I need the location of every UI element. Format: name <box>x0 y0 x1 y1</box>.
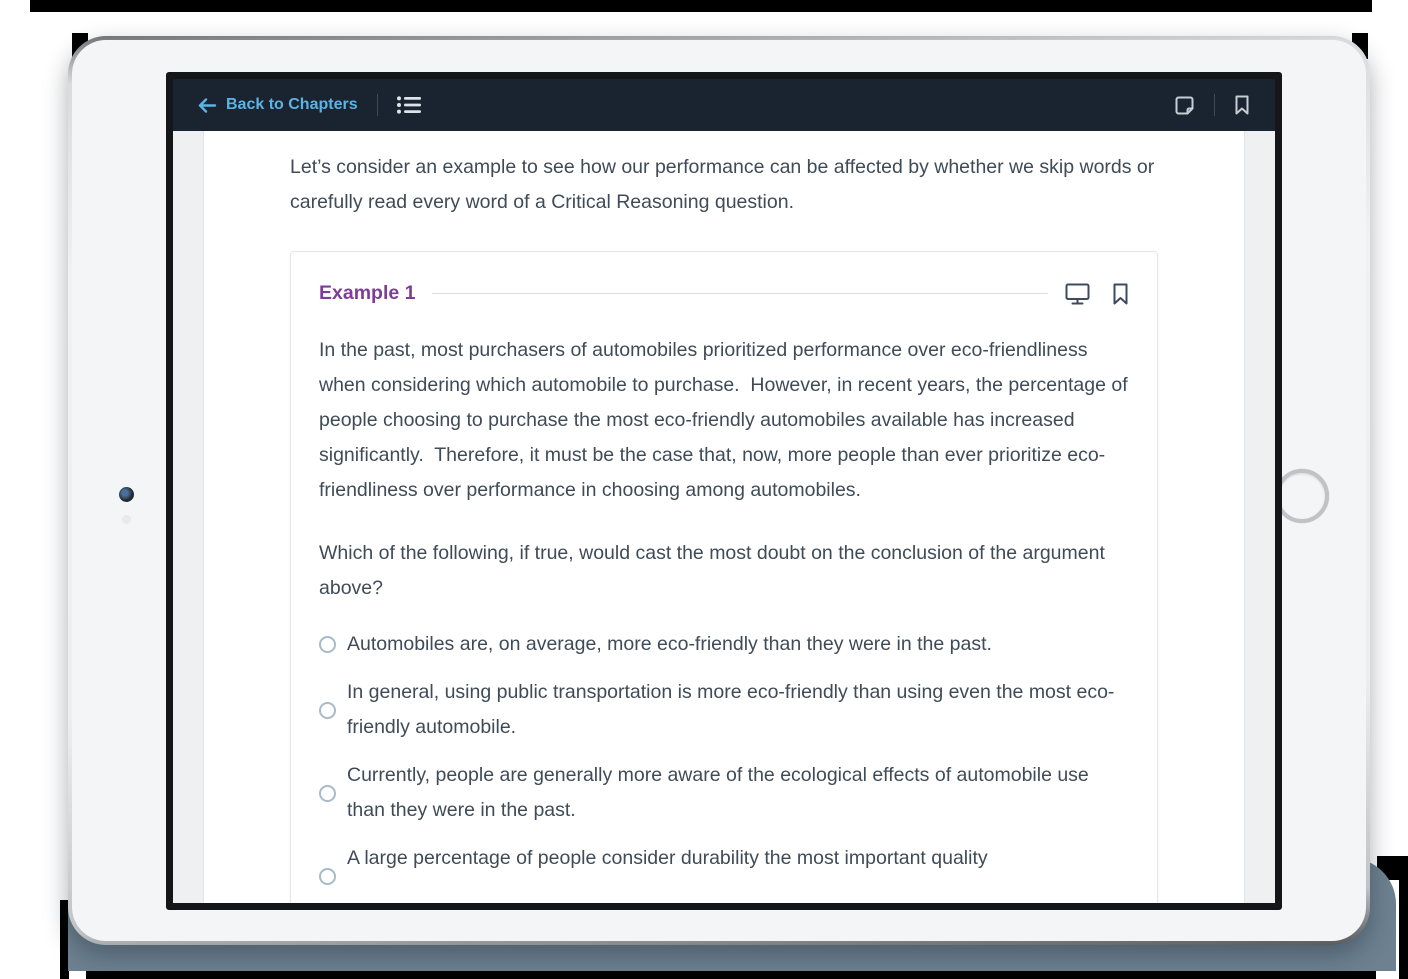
lesson-content-area <box>173 131 1275 910</box>
example-card-header <box>319 282 1129 305</box>
question-stem: Which of the following, if true, would cast the most doubt on the conclusion of the argument above? <box>319 542 1111 599</box>
answer-option-a[interactable] <box>319 627 1129 662</box>
example-title: Example 1 <box>319 282 416 304</box>
example-header-icons <box>1065 283 1129 305</box>
tablet-screen <box>166 72 1282 910</box>
light-sensor <box>122 515 131 524</box>
bookmark-icon[interactable] <box>1112 283 1129 305</box>
chapter-list-icon[interactable] <box>397 96 421 114</box>
option-radio[interactable] <box>319 785 336 802</box>
top-nav-bar <box>173 79 1275 131</box>
answer-option-d[interactable] <box>319 841 1129 910</box>
example-card <box>290 251 1158 910</box>
option-text: In general, using public transportation is more eco-friendly than using even the most eco-friendly automobile. <box>347 681 1115 738</box>
option-text: Automobiles are, on average, more eco-friendly than they were in the past. <box>347 633 992 655</box>
option-text: Currently, people are generally more aware of the ecological effects of automobile use than they were in the past. <box>347 764 1089 821</box>
option-text: A large percentage of people consider durability the most important quality <box>347 847 988 869</box>
nav-right-group <box>1174 94 1250 116</box>
example-passage: In the past, most purchasers of automobiles prioritized performance over eco-friendliness when considering which automobile to purchase. However, in recent years, the percentage of people choosing to purchase the most eco-friendly automobiles available has increased significantly. Therefore, it must be the case that, now, more people than ever prioritize eco-friendliness over performance in choosing among automobiles. <box>319 339 1134 501</box>
bookmark-icon[interactable] <box>1234 95 1250 115</box>
background-artifact <box>86 971 1376 979</box>
back-arrow-icon <box>198 98 217 113</box>
lesson-page <box>203 131 1245 910</box>
background-artifact <box>30 0 1372 12</box>
answer-option-b[interactable] <box>319 675 1129 745</box>
notes-icon[interactable] <box>1174 95 1195 116</box>
lesson-intro-text: Let’s consider an example to see how our performance can be affected by whether we skip words or carefully read every word of a Critical Reasoning question. <box>290 156 1155 213</box>
screen-icon[interactable] <box>1065 283 1090 305</box>
background-artifact <box>1399 856 1408 979</box>
option-radio[interactable] <box>319 702 336 719</box>
nav-divider <box>1214 94 1215 116</box>
answer-option-c[interactable] <box>319 758 1129 828</box>
front-camera <box>119 487 134 502</box>
home-button <box>1275 469 1329 523</box>
back-link-label: Back to Chapters <box>226 96 358 113</box>
option-radio[interactable] <box>319 868 336 885</box>
option-radio[interactable] <box>319 636 336 653</box>
nav-divider <box>377 94 378 116</box>
back-to-chapters-button[interactable] <box>198 96 358 114</box>
header-rule <box>432 293 1048 294</box>
tablet-bezel <box>72 40 1366 941</box>
tablet-device <box>68 36 1370 945</box>
answer-options <box>319 627 1129 910</box>
